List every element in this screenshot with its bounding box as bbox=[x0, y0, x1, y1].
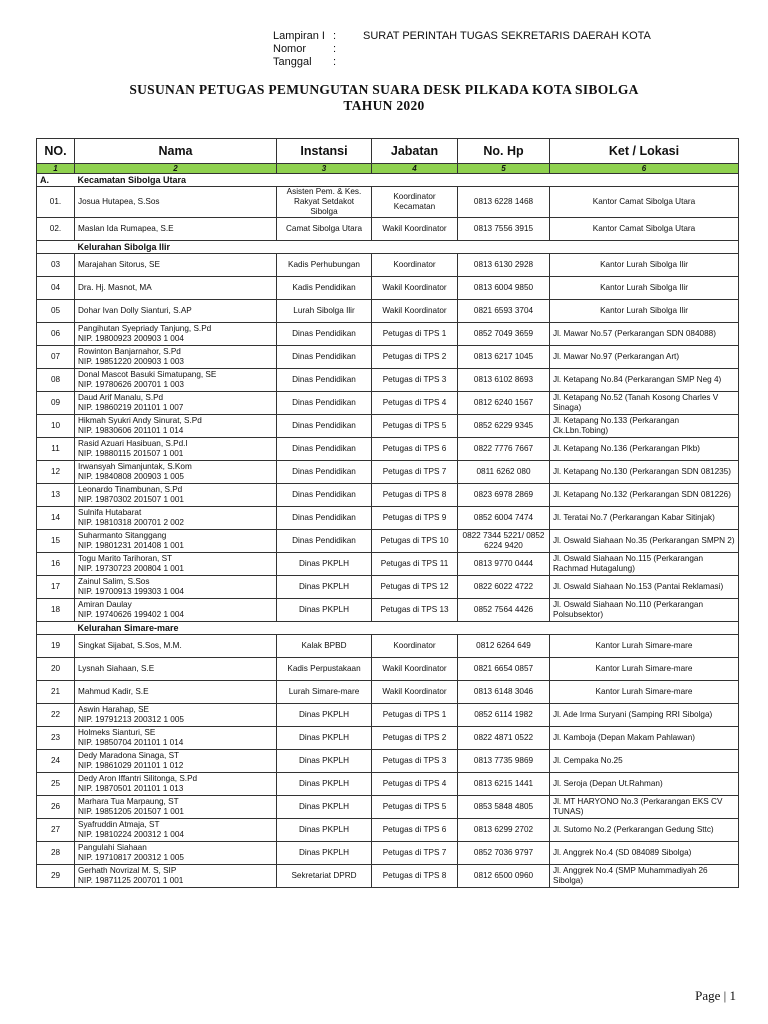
cell-nama bbox=[75, 530, 277, 553]
subsection-row bbox=[37, 241, 739, 254]
cell-no: 24 bbox=[37, 750, 75, 773]
officer-name: Suharmanto Sitanggang bbox=[78, 531, 167, 540]
cell-ket: Jl. Teratai No.7 (Perkarangan Kabar Sitinjak) bbox=[550, 507, 739, 530]
column-header: Nama bbox=[75, 139, 277, 164]
cell-no: 11 bbox=[37, 438, 75, 461]
officer-name: Aswin Harahap, SE bbox=[78, 705, 149, 714]
cell-jabatan: Koordinator Kecamatan bbox=[372, 187, 458, 218]
header-row bbox=[273, 56, 651, 69]
officer-nip: NIP. 19850704 201101 1 014 bbox=[78, 738, 184, 747]
cell-jabatan: Petugas di TPS 8 bbox=[372, 484, 458, 507]
officer-name: Gerhath Novrizal M. S, SIP bbox=[78, 866, 177, 875]
cell-instansi: Dinas Pendidikan bbox=[277, 369, 372, 392]
cell-instansi: Dinas Pendidikan bbox=[277, 346, 372, 369]
cell-nama bbox=[75, 576, 277, 599]
officer-nip: NIP. 19840808 200903 1 005 bbox=[78, 472, 184, 481]
cell-jabatan: Wakil Koordinator bbox=[372, 681, 458, 704]
cell-jabatan: Petugas di TPS 6 bbox=[372, 438, 458, 461]
header-colon: : bbox=[333, 30, 337, 42]
cell-nama bbox=[75, 553, 277, 576]
officer-nip: NIP. 19871125 200701 1 001 bbox=[78, 876, 184, 885]
cell-nama bbox=[75, 635, 277, 658]
officer-name: Hikmah Syukri Andy Sinurat, S.Pd bbox=[78, 416, 202, 425]
cell-jabatan: Petugas di TPS 7 bbox=[372, 461, 458, 484]
cell-jabatan: Petugas di TPS 7 bbox=[372, 842, 458, 865]
cell-nama bbox=[75, 392, 277, 415]
cell-nama bbox=[75, 218, 277, 241]
cell-jabatan: Petugas di TPS 3 bbox=[372, 369, 458, 392]
cell-jabatan: Petugas di TPS 4 bbox=[372, 392, 458, 415]
table-row bbox=[37, 842, 739, 865]
column-header: No. Hp bbox=[458, 139, 550, 164]
officer-name: Togu Marito Tarihoran, ST bbox=[78, 554, 173, 563]
officer-nip: NIP. 19810318 200701 2 002 bbox=[78, 518, 184, 527]
cell-instansi: Camat Sibolga Utara bbox=[277, 218, 372, 241]
cell-jabatan: Petugas di TPS 5 bbox=[372, 415, 458, 438]
column-number: 1 bbox=[37, 164, 75, 174]
table-body bbox=[37, 174, 739, 888]
cell-hp: 0813 6217 1045 bbox=[458, 346, 550, 369]
cell-instansi: Kadis Perhubungan bbox=[277, 254, 372, 277]
cell-ket: Jl. Ketapang No.52 (Tanah Kosong Charles V Sinaga) bbox=[550, 392, 739, 415]
cell-ket: Kantor Camat Sibolga Utara bbox=[550, 187, 739, 218]
officer-name: Leonardo Tinambunan, S.Pd bbox=[78, 485, 183, 494]
table-row bbox=[37, 819, 739, 842]
officer-nip: NIP. 19740626 199402 1 004 bbox=[78, 610, 184, 619]
table-row bbox=[37, 507, 739, 530]
header-label: Tanggal bbox=[273, 56, 312, 68]
officer-nip: NIP. 19870302 201507 1 001 bbox=[78, 495, 184, 504]
cell-nama bbox=[75, 681, 277, 704]
cell-no: 12 bbox=[37, 461, 75, 484]
cell-instansi: Kadis Pendidikan bbox=[277, 277, 372, 300]
cell-instansi: Dinas PKPLH bbox=[277, 750, 372, 773]
cell-no: 03 bbox=[37, 254, 75, 277]
column-header: Instansi bbox=[277, 139, 372, 164]
cell-ket: Jl. Mawar No.57 (Perkarangan SDN 084088) bbox=[550, 323, 739, 346]
cell-hp: 0813 9770 0444 bbox=[458, 553, 550, 576]
cell-no: 29 bbox=[37, 865, 75, 888]
table-row bbox=[37, 773, 739, 796]
table-row bbox=[37, 392, 739, 415]
officer-name: Amiran Daulay bbox=[78, 600, 132, 609]
cell-no: 02. bbox=[37, 218, 75, 241]
officer-nip: NIP. 19860219 201101 1 007 bbox=[78, 403, 184, 412]
header-colon: : bbox=[333, 56, 337, 68]
cell-hp: 0813 6148 3046 bbox=[458, 681, 550, 704]
cell-hp: 0813 6228 1468 bbox=[458, 187, 550, 218]
officer-name: Rowinton Banjarnahor, S.Pd bbox=[78, 347, 181, 356]
table-row bbox=[37, 218, 739, 241]
cell-jabatan: Wakil Koordinator bbox=[372, 300, 458, 323]
cell-nama bbox=[75, 599, 277, 622]
cell-no: 08 bbox=[37, 369, 75, 392]
subsection-title: Kelurahan Simare-mare bbox=[75, 622, 739, 635]
cell-instansi: Dinas PKPLH bbox=[277, 704, 372, 727]
cell-no: 05 bbox=[37, 300, 75, 323]
cell-ket: Jl. Oswald Siahaan No.35 (Perkarangan SMPN 2) bbox=[550, 530, 739, 553]
officer-name: Dedy Maradona Sinaga, ST bbox=[78, 751, 180, 760]
officer-nip: NIP. 19830606 201101 1 014 bbox=[78, 426, 184, 435]
cell-ket: Jl. Anggrek No.4 (SMP Muhammadiyah 26 Sibolga) bbox=[550, 865, 739, 888]
cell-jabatan: Petugas di TPS 11 bbox=[372, 553, 458, 576]
header-label: Nomor bbox=[273, 43, 307, 55]
cell-ket: Jl. MT HARYONO No.3 (Perkarangan EKS CV TUNAS) bbox=[550, 796, 739, 819]
table-row bbox=[37, 254, 739, 277]
cell-ket: Jl. Ketapang No.136 (Perkarangan Plkb) bbox=[550, 438, 739, 461]
subsection-row bbox=[37, 622, 739, 635]
cell-ket: Jl. Ketapang No.130 (Perkarangan SDN 081235) bbox=[550, 461, 739, 484]
cell-nama bbox=[75, 842, 277, 865]
cell-jabatan: Koordinator bbox=[372, 254, 458, 277]
cell-instansi: Dinas PKPLH bbox=[277, 773, 372, 796]
column-number: 2 bbox=[75, 164, 277, 174]
table-row bbox=[37, 553, 739, 576]
cell-no: 17 bbox=[37, 576, 75, 599]
cell-nama bbox=[75, 369, 277, 392]
cell-instansi: Dinas Pendidikan bbox=[277, 323, 372, 346]
cell-ket: Jl. Anggrek No.4 (SD 084089 Sibolga) bbox=[550, 842, 739, 865]
table-row bbox=[37, 599, 739, 622]
header-label: Lampiran I bbox=[273, 30, 325, 42]
cell-no: 10 bbox=[37, 415, 75, 438]
cell-instansi: Kalak BPBD bbox=[277, 635, 372, 658]
table-row bbox=[37, 415, 739, 438]
cell-hp: 0813 6215 1441 bbox=[458, 773, 550, 796]
cell-instansi: Kadis Perpustakaan bbox=[277, 658, 372, 681]
cell-hp: 0813 6130 2928 bbox=[458, 254, 550, 277]
cell-jabatan: Petugas di TPS 8 bbox=[372, 865, 458, 888]
cell-no: 22 bbox=[37, 704, 75, 727]
cell-jabatan: Wakil Koordinator bbox=[372, 218, 458, 241]
cell-jabatan: Petugas di TPS 10 bbox=[372, 530, 458, 553]
officer-nip: NIP. 19870501 201101 1 013 bbox=[78, 784, 184, 793]
officer-name: Daud Arif Manalu, S.Pd bbox=[78, 393, 164, 402]
officer-nip: NIP. 19861029 201101 1 012 bbox=[78, 761, 184, 770]
cell-nama bbox=[75, 461, 277, 484]
cell-nama bbox=[75, 704, 277, 727]
cell-ket: Kantor Lurah Simare-mare bbox=[550, 635, 739, 658]
column-header: Jabatan bbox=[372, 139, 458, 164]
cell-nama bbox=[75, 773, 277, 796]
table-row bbox=[37, 727, 739, 750]
document-title: SUSUNAN PETUGAS PEMUNGUTAN SUARA DESK PILKADA KOTA SIBOLGA bbox=[129, 82, 639, 97]
column-number: 3 bbox=[277, 164, 372, 174]
cell-nama bbox=[75, 819, 277, 842]
cell-ket: Jl. Ketapang No.132 (Perkarangan SDN 081226) bbox=[550, 484, 739, 507]
table-row bbox=[37, 681, 739, 704]
cell-hp: 0852 6229 9345 bbox=[458, 415, 550, 438]
cell-instansi: Dinas Pendidikan bbox=[277, 507, 372, 530]
cell-hp: 0812 6500 0960 bbox=[458, 865, 550, 888]
cell-instansi: Dinas PKPLH bbox=[277, 553, 372, 576]
cell-hp: 0852 7564 4426 bbox=[458, 599, 550, 622]
cell-nama bbox=[75, 415, 277, 438]
table-row bbox=[37, 438, 739, 461]
cell-instansi: Lurah Sibolga Ilir bbox=[277, 300, 372, 323]
cell-hp: 0813 7735 9869 bbox=[458, 750, 550, 773]
cell-instansi: Dinas PKPLH bbox=[277, 796, 372, 819]
cell-ket: Kantor Lurah Simare-mare bbox=[550, 658, 739, 681]
subsection-spacer bbox=[37, 241, 75, 254]
table-header bbox=[37, 139, 739, 174]
cell-nama bbox=[75, 323, 277, 346]
cell-nama bbox=[75, 507, 277, 530]
officer-name: Josua Hutapea, S.Sos bbox=[78, 197, 160, 206]
officer-nip: NIP. 19801231 201408 1 001 bbox=[78, 541, 184, 550]
subsection-spacer bbox=[37, 622, 75, 635]
officer-nip: NIP. 19880115 201507 1 001 bbox=[78, 449, 184, 458]
cell-no: 18 bbox=[37, 599, 75, 622]
officer-name: Zainul Salim, S.Sos bbox=[78, 577, 150, 586]
cell-instansi: Dinas Pendidikan bbox=[277, 484, 372, 507]
cell-hp: 0813 6102 8693 bbox=[458, 369, 550, 392]
cell-nama bbox=[75, 796, 277, 819]
table-row bbox=[37, 796, 739, 819]
officer-name: Dohar Ivan Dolly Sianturi, S.AP bbox=[78, 306, 192, 315]
cell-hp: 0822 7344 5221/ 0852 6224 9420 bbox=[458, 530, 550, 553]
cell-hp: 0822 6022 4722 bbox=[458, 576, 550, 599]
cell-nama bbox=[75, 300, 277, 323]
cell-instansi: Dinas PKPLH bbox=[277, 727, 372, 750]
table-row bbox=[37, 369, 739, 392]
table-row bbox=[37, 658, 739, 681]
cell-nama bbox=[75, 484, 277, 507]
officer-name: Pangihutan Syepriady Tanjung, S.Pd bbox=[78, 324, 212, 333]
cell-ket: Jl. Kamboja (Depan Makam Pahlawan) bbox=[550, 727, 739, 750]
officer-nip: NIP. 19710817 200312 1 005 bbox=[78, 853, 184, 862]
cell-instansi: Dinas Pendidikan bbox=[277, 530, 372, 553]
cell-instansi: Dinas PKPLH bbox=[277, 819, 372, 842]
cell-hp: 0811 6262 080 bbox=[458, 461, 550, 484]
header-value: SURAT PERINTAH TUGAS SEKRETARIS DAERAH KOTA bbox=[363, 30, 651, 42]
officer-name: Syafruddin Atmaja, ST bbox=[78, 820, 160, 829]
column-header: Ket / Lokasi bbox=[550, 139, 739, 164]
cell-instansi: Lurah Simare-mare bbox=[277, 681, 372, 704]
table-row bbox=[37, 323, 739, 346]
officer-name: Dedy Aron Iffantri Silitonga, S.Pd bbox=[78, 774, 198, 783]
table-row bbox=[37, 277, 739, 300]
cell-hp: 0823 6978 2869 bbox=[458, 484, 550, 507]
cell-hp: 0822 4871 0522 bbox=[458, 727, 550, 750]
cell-jabatan: Petugas di TPS 6 bbox=[372, 819, 458, 842]
page-number: Page | 1 bbox=[695, 988, 736, 1003]
cell-ket: Jl. Seroja (Depan Ut.Rahman) bbox=[550, 773, 739, 796]
cell-ket: Jl. Ade Irma Suryani (Samping RRI Sibolga) bbox=[550, 704, 739, 727]
cell-ket: Kantor Lurah Sibolga Ilir bbox=[550, 277, 739, 300]
cell-hp: 0852 7049 3659 bbox=[458, 323, 550, 346]
cell-no: 09 bbox=[37, 392, 75, 415]
cell-hp: 0852 7036 9797 bbox=[458, 842, 550, 865]
cell-no: 27 bbox=[37, 819, 75, 842]
header-row bbox=[273, 43, 651, 56]
officer-name: Pangulahi Siahaan bbox=[78, 843, 147, 852]
cell-ket: Jl. Sutomo No.2 (Perkarangan Gedung Sttc) bbox=[550, 819, 739, 842]
column-number: 4 bbox=[372, 164, 458, 174]
officer-name: Mahmud Kadir, S.E bbox=[78, 687, 149, 696]
cell-no: 20 bbox=[37, 658, 75, 681]
cell-instansi: Dinas PKPLH bbox=[277, 576, 372, 599]
cell-ket: Kantor Lurah Sibolga Ilir bbox=[550, 254, 739, 277]
cell-jabatan: Petugas di TPS 3 bbox=[372, 750, 458, 773]
cell-no: 14 bbox=[37, 507, 75, 530]
cell-no: 07 bbox=[37, 346, 75, 369]
table-row bbox=[37, 484, 739, 507]
cell-ket: Jl. Cempaka No.25 bbox=[550, 750, 739, 773]
cell-instansi: Dinas Pendidikan bbox=[277, 392, 372, 415]
column-header: NO. bbox=[37, 139, 75, 164]
column-number: 5 bbox=[458, 164, 550, 174]
officer-name: Marajahan Sitorus, SE bbox=[78, 260, 160, 269]
table-row bbox=[37, 530, 739, 553]
cell-jabatan: Wakil Koordinator bbox=[372, 658, 458, 681]
cell-ket: Jl. Mawar No.97 (Perkarangan Art) bbox=[550, 346, 739, 369]
cell-no: 19 bbox=[37, 635, 75, 658]
cell-nama bbox=[75, 187, 277, 218]
cell-nama bbox=[75, 438, 277, 461]
officer-name: Maslan Ida Rumapea, S.E bbox=[78, 224, 174, 233]
cell-jabatan: Petugas di TPS 2 bbox=[372, 727, 458, 750]
officer-nip: NIP. 19791213 200312 1 005 bbox=[78, 715, 184, 724]
cell-jabatan: Petugas di TPS 4 bbox=[372, 773, 458, 796]
cell-nama bbox=[75, 727, 277, 750]
cell-hp: 0821 6654 0857 bbox=[458, 658, 550, 681]
cell-ket: Kantor Camat Sibolga Utara bbox=[550, 218, 739, 241]
table-row bbox=[37, 704, 739, 727]
officer-name: Dra. Hj. Masnot, MA bbox=[78, 283, 152, 292]
cell-jabatan: Koordinator bbox=[372, 635, 458, 658]
officer-nip: NIP. 19810224 200312 1 004 bbox=[78, 830, 184, 839]
officer-name: Sulnifa Hutabarat bbox=[78, 508, 142, 517]
cell-nama bbox=[75, 277, 277, 300]
cell-ket: Jl. Ketapang No.84 (Perkarangan SMP Neg 4) bbox=[550, 369, 739, 392]
table-row bbox=[37, 576, 739, 599]
cell-ket: Jl. Oswald Siahaan No.115 (Perkarangan Rachmad Hutagalung) bbox=[550, 553, 739, 576]
cell-nama bbox=[75, 750, 277, 773]
header-colon: : bbox=[333, 43, 337, 55]
cell-jabatan: Petugas di TPS 13 bbox=[372, 599, 458, 622]
officer-name: Rasid Azuari Hasibuan, S.Pd.I bbox=[78, 439, 188, 448]
section-title: Kecamatan Sibolga Utara bbox=[75, 174, 739, 187]
officer-nip: NIP. 19851205 201507 1 001 bbox=[78, 807, 184, 816]
cell-nama bbox=[75, 658, 277, 681]
officer-name: Holmeks Sianturi, SE bbox=[78, 728, 156, 737]
table-row bbox=[37, 346, 739, 369]
officer-name: Donal Mascot Basuki Simatupang, SE bbox=[78, 370, 217, 379]
subsection-title: Kelurahan Sibolga Ilir bbox=[75, 241, 739, 254]
cell-no: 15 bbox=[37, 530, 75, 553]
cell-ket: Kantor Lurah Sibolga Ilir bbox=[550, 300, 739, 323]
cell-hp: 0822 7776 7667 bbox=[458, 438, 550, 461]
cell-no: 28 bbox=[37, 842, 75, 865]
cell-jabatan: Petugas di TPS 5 bbox=[372, 796, 458, 819]
cell-jabatan: Petugas di TPS 9 bbox=[372, 507, 458, 530]
cell-jabatan: Wakil Koordinator bbox=[372, 277, 458, 300]
cell-ket: Jl. Oswald Siahaan No.110 (Perkarangan Polsubsektor) bbox=[550, 599, 739, 622]
cell-hp: 0821 6593 3704 bbox=[458, 300, 550, 323]
cell-ket: Kantor Lurah Simare-mare bbox=[550, 681, 739, 704]
section-row bbox=[37, 174, 739, 187]
header-row bbox=[273, 30, 651, 43]
table-row bbox=[37, 461, 739, 484]
cell-no: 04 bbox=[37, 277, 75, 300]
cell-nama bbox=[75, 865, 277, 888]
cell-nama bbox=[75, 346, 277, 369]
cell-hp: 0853 5848 4805 bbox=[458, 796, 550, 819]
cell-instansi: Dinas Pendidikan bbox=[277, 415, 372, 438]
cell-instansi: Dinas Pendidikan bbox=[277, 438, 372, 461]
officer-nip: NIP. 19800923 200903 1 004 bbox=[78, 334, 184, 343]
cell-no: 06 bbox=[37, 323, 75, 346]
cell-no: 26 bbox=[37, 796, 75, 819]
cell-no: 25 bbox=[37, 773, 75, 796]
table-row bbox=[37, 635, 739, 658]
officer-name: Irwansyah Simanjuntak, S.Kom bbox=[78, 462, 192, 471]
table-row bbox=[37, 750, 739, 773]
cell-no: 23 bbox=[37, 727, 75, 750]
officer-name: Singkat Sijabat, S.Sos, M.M. bbox=[78, 641, 182, 650]
cell-ket: Jl. Ketapang No.133 (Perkarangan Ck.Lbn.Tobing) bbox=[550, 415, 739, 438]
cell-hp: 0812 6240 1567 bbox=[458, 392, 550, 415]
cell-no: 16 bbox=[37, 553, 75, 576]
cell-no: 21 bbox=[37, 681, 75, 704]
document-year: TAHUN 2020 bbox=[343, 98, 425, 113]
cell-no: 13 bbox=[37, 484, 75, 507]
officer-nip: NIP. 19730723 200804 1 001 bbox=[78, 564, 184, 573]
document-header bbox=[273, 30, 651, 69]
cell-hp: 0852 6004 7474 bbox=[458, 507, 550, 530]
table-row bbox=[37, 187, 739, 218]
cell-jabatan: Petugas di TPS 1 bbox=[372, 704, 458, 727]
cell-jabatan: Petugas di TPS 2 bbox=[372, 346, 458, 369]
cell-nama bbox=[75, 254, 277, 277]
officer-name: Lysnah Siahaan, S.E bbox=[78, 664, 155, 673]
column-number: 6 bbox=[550, 164, 739, 174]
officer-nip: NIP. 19851220 200903 1 003 bbox=[78, 357, 184, 366]
cell-jabatan: Petugas di TPS 1 bbox=[372, 323, 458, 346]
cell-hp: 0812 6264 649 bbox=[458, 635, 550, 658]
officers-table bbox=[36, 138, 739, 888]
cell-instansi: Dinas PKPLH bbox=[277, 599, 372, 622]
cell-instansi: Sekretariat DPRD bbox=[277, 865, 372, 888]
cell-hp: 0813 6004 9850 bbox=[458, 277, 550, 300]
cell-hp: 0813 6299 2702 bbox=[458, 819, 550, 842]
cell-jabatan: Petugas di TPS 12 bbox=[372, 576, 458, 599]
cell-no: 01. bbox=[37, 187, 75, 218]
cell-instansi: Dinas Pendidikan bbox=[277, 461, 372, 484]
section-label: A. bbox=[37, 174, 75, 187]
cell-instansi: Dinas PKPLH bbox=[277, 842, 372, 865]
table-row bbox=[37, 300, 739, 323]
cell-hp: 0813 7556 3915 bbox=[458, 218, 550, 241]
cell-ket: Jl. Oswald Siahaan No.153 (Pantai Reklamasi) bbox=[550, 576, 739, 599]
cell-hp: 0852 6114 1982 bbox=[458, 704, 550, 727]
officer-nip: NIP. 19780626 200701 1 003 bbox=[78, 380, 184, 389]
officer-nip: NIP. 19700913 199303 1 004 bbox=[78, 587, 184, 596]
officer-name: Marhara Tua Marpaung, ST bbox=[78, 797, 179, 806]
cell-instansi: Asisten Pem. & Kes. Rakyat Setdakot Sibolga bbox=[277, 187, 372, 218]
table-row bbox=[37, 865, 739, 888]
